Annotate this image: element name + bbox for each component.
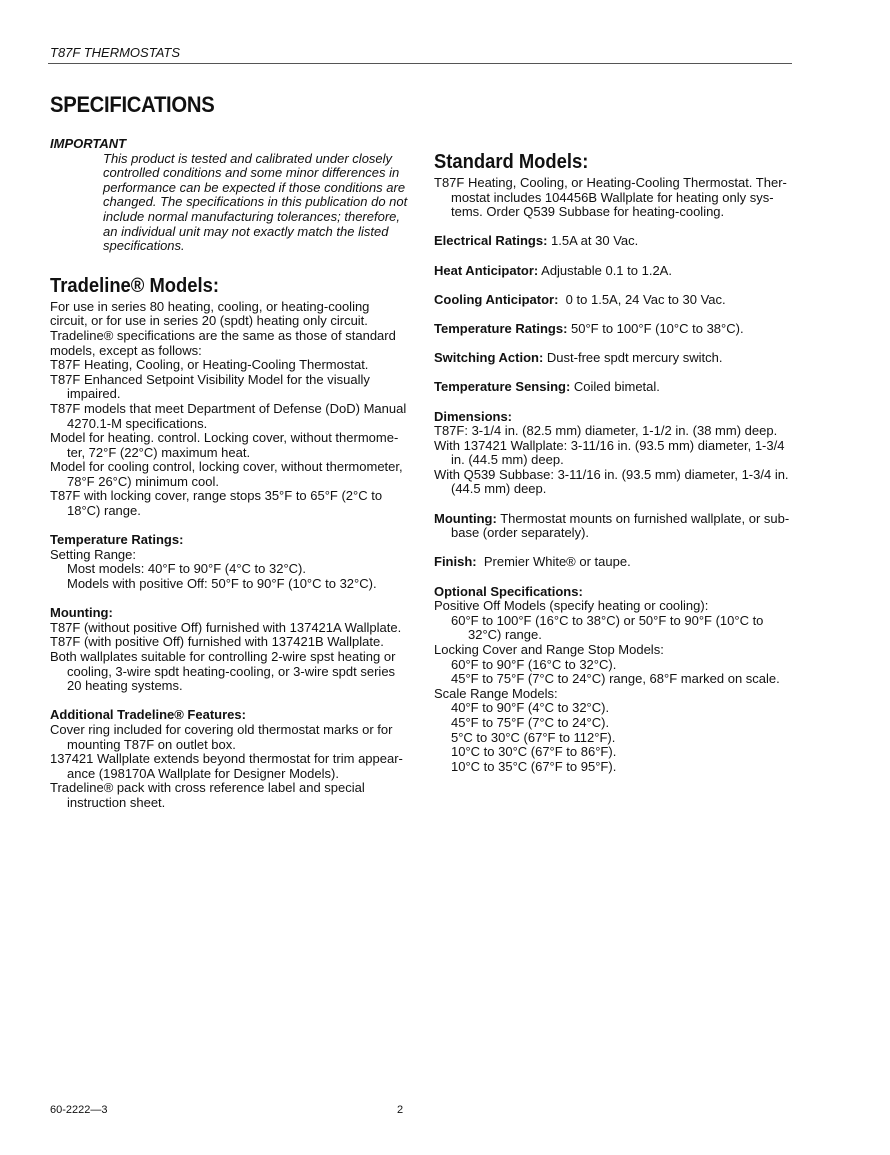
positive-off-item: 60°F to 100°F (16°C to 38°C) or 50°F to 90°F (10°C to 32°C) range. [451, 612, 764, 643]
cooling-anticipator-label: Cooling Anticipator: [434, 291, 559, 307]
finish-value: Premier White® or taupe. [476, 554, 631, 570]
feature-item: 137421 Wallplate extends beyond thermostat for trim appear-ance (198170A Wallplate for Designer Models). [50, 751, 403, 781]
important-label: IMPORTANT [50, 136, 127, 151]
important-note: This product is tested and calibrated under closely controlled conditions and some minor differences in performance can be expected if those conditions are changed. The specifications in this publication do not include normal manufacturing tolerances; therefore, an individual unit may not exactly match the listed specifications. [103, 150, 408, 254]
tradeline-heading: Tradeline® Models: [50, 274, 219, 297]
feature-item: Tradeline® pack with cross reference label and special instruction sheet. [50, 780, 365, 810]
heat-anticipator-label: Heat Anticipator: [434, 262, 539, 278]
dimension-item: With 137421 Wallplate: 3-11/16 in. (93.5 mm) diameter, 1-3/4 in. (44.5 mm) deep. [434, 437, 785, 468]
dimension-item: T87F: 3-1/4 in. (82.5 mm) diameter, 1-1/2 in. (38 mm) deep. [434, 423, 778, 439]
heat-anticipator-value: Adjustable 0.1 to 1.2A. [538, 262, 672, 278]
temperature-ratings-heading: Temperature Ratings: [50, 532, 184, 548]
right-column [434, 150, 796, 774]
mounting-spec [434, 512, 796, 541]
finish-label: Finish: [434, 554, 477, 570]
scale-range-item: 10°C to 35°C (67°F to 95°F). [451, 758, 617, 774]
tradeline-item: T87F with locking cover, range stops 35°F to 65°F (2°C to 18°C) range. [50, 488, 383, 519]
mounting-label: Mounting: [434, 510, 497, 526]
standard-models-text: T87F Heating, Cooling, or Heating-Cooling Thermostat. Ther-mostat includes 104456B Wallplate for heating only sys-tems. Order Q539 Subbase for heating-cooling. [434, 175, 787, 220]
heat-anticipator [434, 264, 796, 279]
electrical-label: Electrical Ratings: [434, 233, 548, 249]
optional-specs-heading: Optional Specifications: [434, 583, 583, 599]
scale-range-item: 10°C to 30°C (67°F to 86°F). [451, 744, 617, 760]
mounting-heading: Mounting: [50, 605, 113, 621]
page-title: SPECIFICATIONS [50, 92, 215, 117]
running-header: T87F THERMOSTATS [50, 45, 181, 60]
features-heading: Additional Tradeline® Features: [50, 707, 246, 723]
dimension-item: With Q539 Subbase: 3-11/16 in. (93.5 mm) diameter, 1-3/4 in. (44.5 mm) deep. [434, 466, 789, 497]
scale-range-item: 5°C to 30°C (67°F to 112°F). [451, 729, 616, 745]
document-number: 60-2222—3 [50, 1104, 108, 1116]
scale-range-item: 40°F to 90°F (4°C to 32°C). [451, 700, 610, 716]
tradeline-item: T87F models that meet Department of Defense (DoD) Manual 4270.1-M specifications. [50, 400, 407, 431]
scale-range-label: Scale Range Models: [434, 685, 558, 701]
temperature-sensing [434, 380, 796, 395]
switching-action [434, 351, 796, 366]
scale-range-item: 45°F to 75°F (7°C to 24°C). [451, 714, 610, 730]
tradeline-item: Model for heating. control. Locking cover, without thermome-ter, 72°F (22°C) maximum heat. [50, 430, 399, 460]
temperature-sensing-value: Coiled bimetal. [570, 379, 660, 395]
tradeline-item: T87F Enhanced Setpoint Visibility Model for the visually impaired. [50, 371, 370, 402]
mounting-item: T87F (with positive Off) furnished with 137421B Wallplate. [50, 634, 384, 650]
locking-cover-item: 45°F to 75°F (7°C to 24°C) range, 68°F marked on scale. [451, 671, 780, 687]
tradeline-intro: For use in series 80 heating, cooling, or heating-cooling circuit, or for use in series 20 (spdt) heating only circuit. Tradeline® specifications are the same as those of standard models, except as follows: [50, 298, 396, 358]
dimensions-heading: Dimensions: [434, 408, 513, 424]
temperature-sensing-label: Temperature Sensing: [434, 379, 571, 395]
switching-action-label: Switching Action: [434, 350, 544, 366]
finish-spec [434, 555, 796, 570]
tradeline-item: Model for cooling control, locking cover, without thermometer, 78°F 26°C) minimum cool. [50, 459, 403, 489]
standard-models-heading: Standard Models: [434, 151, 589, 173]
locking-cover-item: 60°F to 90°F (16°C to 32°C). [451, 656, 617, 672]
positive-off-label: Positive Off Models (specify heating or cooling): [434, 598, 709, 614]
mounting-item: T87F (without positive Off) furnished with 137421A Wallplate. [50, 619, 402, 635]
temperature-ratings [434, 322, 796, 337]
temperature-ratings-label: Temperature Ratings: [434, 320, 568, 336]
electrical-value: 1.5A at 30 Vac. [547, 233, 639, 249]
setting-range-label: Setting Range: [50, 546, 137, 562]
setting-range-item: Most models: 40°F to 90°F (4°C to 32°C). [67, 561, 306, 577]
mounting-item: Both wallplates suitable for controlling 2-wire spst heating or cooling, 3-wire spdt heating-cooling, or 3-wire spdt series 20 heating systems. [50, 649, 396, 694]
locking-cover-label: Locking Cover and Range Stop Models: [434, 642, 664, 657]
cooling-anticipator-value: 0 to 1.5A, 24 Vac to 30 Vac. [558, 291, 726, 307]
header-divider [48, 63, 792, 64]
left-column [50, 137, 410, 811]
temperature-ratings-value: 50°F to 100°F (10°C to 38°C). [567, 320, 744, 336]
mounting-value: Thermostat mounts on furnished wallplate, or sub-base (order separately). [451, 510, 790, 541]
setting-range-item: Models with positive Off: 50°F to 90°F (10°C to 32°C). [67, 576, 377, 592]
tradeline-item: T87F Heating, Cooling, or Heating-Cooling Thermostat. [50, 357, 369, 373]
feature-item: Cover ring included for covering old thermostat marks or for mounting T87F on outlet box. [50, 721, 393, 752]
page-number: 2 [397, 1104, 404, 1116]
cooling-anticipator [434, 293, 796, 308]
switching-action-value: Dust-free spdt mercury switch. [543, 350, 723, 366]
electrical-ratings [434, 234, 796, 249]
